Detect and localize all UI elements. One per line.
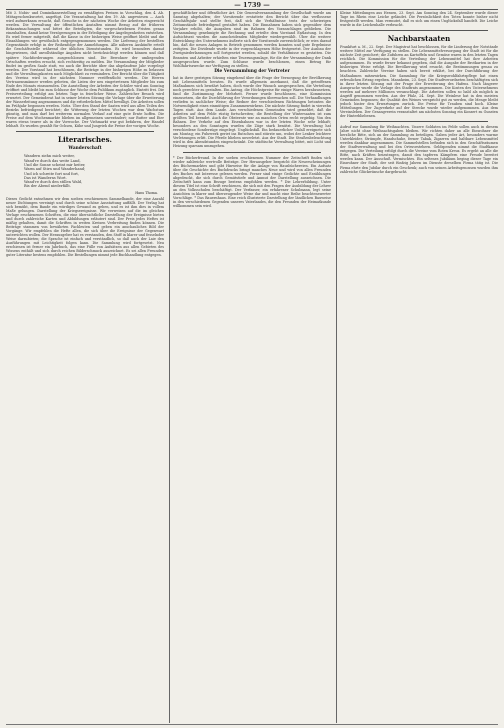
article-text: geschäftlicher und öffentlicher Art. Die Generalversammlung der Gesellschaft wurde am Samstag abgehalten; der Vorsitzende erstattete den Bericht über das verflossene Geschäftsjahr und stellte fest, daß sich die Verhältnisse trotz der schwierigen Zeitumstände befriedigend gestaltet haben. Die Einnahmen haben sich gegenüber dem Vorjahre erhöht, die Ausgaben sind im Rahmen des Voranschlages geblieben. Die Versammlung genehmigte die Rechnung und erteilte dem Vorstand Entlastung. In den Aufsichtsrat wurden die ausscheidenden Mitglieder wiedergewählt. Über die weitere Entwicklung des Unternehmens äußerte sich der Vorsitzende zuversichtlich; er wies darauf hin, daß die neuen Anlagen in Betrieb genommen werden konnten und gute Ergebnisse zeitigten. Die Dividende wurde in der vorgeschlagenen Höhe festgesetzt. Der Ausbau der Zweigniederlassungen soll fortgesetzt werden, sobald die Verhältnisse es gestatten. Die Beamten und Arbeiter erhielten eine Teuerungszulage, für die der Versammlung der Dank ausgesprochen wurde. Zum Schlusse wurde beschlossen, einen Betrag für Wohlfahrtszwecke zur Verfügung zu stellen. — [173, 11, 331, 68]
column-right — [340, 11, 498, 723]
column-left — [6, 11, 164, 723]
article-text: Aufruf zur Sammlung für Weihnachten. Unsere Soldaten im Felde sollen auch in diesem Jahre nicht ohne Weihnachtsgaben bleiben. Wir richten daher an alle Einwohner die herzliche Bitte, sich an der Sammlung zu beteiligen. Gaben jeder Art, besonders warme Unterkleider, Strümpfe, Handschuhe, ferner Tabak, Zigarren und haltbare Lebensmittel werden dankbar angenommen. Die Sammelstellen befinden sich in den Geschäftsräumen der Stadtverwaltung und bei den Ortsvorstehern. Geldspenden nimmt die Stadtkasse entgegen. Die Verteilung erfolgt durch die Vereine vom Roten Kreuz. Es ergeht an alle die Bitte, nach Kräften beizutragen, damit den tapferen Kämpfern eine Freude bereitet werden kann. Der Ausschuß. Vermischtes. Ein seltenes Jubiläum beging dieser Tage ein Einwohner der Stadt, der seit fünfzig Jahren im Dienste derselben Firma tätig ist. Die Firma ehrte den Jubilar durch ein Geschenk; auch von seinen Arbeitsgenossen wurden ihm zahlreiche Glückwünsche dargebracht. — [340, 125, 498, 174]
divider — [350, 30, 488, 31]
column-separator — [169, 11, 170, 723]
header-rule — [6, 9, 498, 10]
article-text: Kleine Mitteilungen aus Hessen, 23. Sept. Am Sonntag den 24. September wurde dieser Tage im Rhein eine Leiche geländet. Die Persönlichkeit des Toten konnte bisher nicht festgestellt werden. Man vermutet, daß es sich um einen Unglücksfall handelt. Die Leiche wurde in die Leichenhalle verbracht. — [340, 11, 498, 28]
article-text: Mit 3. Nobis- und Dominikanerstellung zu ermäßigten Preisen in Vorschlag, den 4. Ab. Mittageschenkwortet, angefügt. Die Veranstaltung hat den 19. Ab. angewiesen — Auch wird aufmerksam ersucht, daß Gesuche in der nächsten Woche der Arbeiten eingereicht werden. Die Verwaltung der öffentlichen Anstalten nimmt Bezug auf die früheren Bekanntmachungen und bittet die Beteiligten, die vorgeschriebenen Fristen genau einzuhalten, damit keine Verzögerungen in der Erledigung der Angelegenheiten entstehen. Es wird ferner mitgeteilt, daß die Kasse in der bisherigen Weise geöffnet bleibt und die Einzahlungen wie gewöhnlich entgegengenommen werden. Die Lieferung der bestellten Gegenstände erfolgt in der Reihenfolge der Anmeldungen. Alle näheren Auskünfte erteilt die Geschäftsstelle während der üblichen Dienststunden. Es wird besonders darauf hingewiesen, daß unvollständige Angaben nicht berücksichtigt werden können und daß spätere Nachforderungen ausgeschlossen sind. Die Bewohner der umliegenden Ortschaften werden ersucht, sich rechtzeitig zu melden. Die Versammlung der Mitglieder findet im großen Saale statt, wo auch die Berichte über das abgelaufene Jahr vorgelegt werden. Der Vorstand hat beschlossen, die Beiträge in der bisherigen Höhe zu belassen und die Verwaltungskosten nach Möglichkeit zu vermindern. Der Bericht über die Tätigkeit des Vereins wird in der nächsten Nummer veröffentlicht werden. Die Herren Vertrauensmänner werden gebeten, die Listen der neu eingetretenen Mitglieder bis zum Ende des Monats einzusenden. Die Ausstellung der Arbeiten der Schüler wird am Sonntag eröffnet und bleibt bis zum Schlusse der Woche dem Publikum zugänglich. Eintritt frei. Die Preisverteilung erfolgt am letzten Tage in feierlicher Weise. Zahlreicher Besuch wird erwartet. Der Gemeinderat hat in seiner letzten Sitzung die Vorlage über die Erweiterung der Wasserleitung angenommen und die erforderlichen Mittel bewilligt. Die Arbeiten sollen im Frühjahr begonnen werden. Notiz. Über den Stand der Saaten wird aus allen Teilen des Bezirks befriedigend berichtet; die Witterung der letzten Wochen war dem Wachstum günstig, und man darf bei weiterem normalen Verlauf auf eine gute Ernte hoffen. Die Preise auf dem Wochenmarkte blieben im allgemeinen unverändert; nur Butter und Eier waren etwas teurer als in der Vorwoche. Der Viehmarkt war gut befahren, der Handel lebhaft. Es wurden gezahlt für Ochsen, Kühe und Jungvieh die Preise der vorigen Woche. — [6, 11, 164, 129]
section-heading-neighbors: Nachbarstaaten — [387, 34, 451, 44]
divider — [183, 152, 321, 153]
footer-rule — [6, 724, 498, 725]
divider — [16, 131, 154, 132]
page-number: — 1739 — — [234, 1, 270, 9]
article-text: * Der Bücherfreund. In der soeben erschienenen Nummer der Zeitschrift finden sich wieder zahlreiche wertvolle Beiträge. Der Herausgeber bespricht die Neuerscheinungen des Büchermarktes und gibt Hinweise für die Anlage von Hausbüchereien. Ein Aufsatz über die Geschichte des Buchdrucks bringt manches Neue und wird von allen Freunden des Buches mit Interesse gelesen werden. Ferner sind einige Gedichte und Erzählungen abgedruckt, die sich durch Gemütstiefe und Anmut der Darstellung auszeichnen. Die Zeitschrift kann zum Bezuge bestens empfohlen werden. * Die Lehrerbildung. Unter diesem Titel ist eine Schrift erschienen, die sich mit den Fragen der Ausbildung der Lehrer an den Volksschulen beschäftigt. Der Verfasser, ein erfahrener Schulmann, legt seine Ansichten in klarer und überzeugender Weise dar und macht eine Reihe beachtenswerter Vorschläge. * Das Bauernhaus. Eine reich illustrierte Darstellung der ländlichen Bauweise in den verschiedenen Gegenden unseres Vaterlandes, die den Freunden der Heimatkunde willkommen sein wird. — [173, 155, 331, 209]
column-separator — [336, 11, 337, 723]
article-text: Dieses Gedicht entnehmen wir dem soeben erschienenen Sammelbande, der eine Anzahl neuer Dichtungen vereinigt und durch seine schöne Ausstattung auffällt. Der Verlag hat sich bemüht, dem Bande ein würdiges Gewand zu geben, und es ist ihm dies in vollem Maße gelungen. Darstellung der Kriegsereignisse. Wir verweisen auf die im gleichen Verlage erschienenen Schriften, die eine übersichtliche Darstellung der Ereignisse bieten und durch zahlreiche Karten und Abbildungen erläutert sind. Der Preis jedes Heftes ist mäßig gehalten, damit die Schriften in weiten Kreisen Verbreitung finden können. Die Beiträge stammen von bewährten Fachleuten und geben ein anschauliches Bild der Vorgänge. Wir empfehlen die Hefte allen, die sich über die Ereignisse der Gegenwart unterrichten wollen. Der Herausgeber hat es verstanden, den Stoff in klarer und fesselnder Weise darzubieten; die Sprache ist einfach und verständlich, so daß auch der Laie den Ausführungen mit Leichtigkeit folgen kann. Die Sammlung wird fortgesetzt. Neu erschienen ist ferner ein Jahrbuch, das eine Fülle von Aufsätzen aus allen Gebieten des Wissens enthält und sich durch reichen Bilderschmuck auszeichnet. Es sei allen Freunden guter Literatur bestens empfohlen. Die Bestellungen nimmt jede Buchhandlung entgegen. — [6, 196, 164, 258]
poem-title: Wanderschaft — [68, 146, 102, 152]
article-heading: Die Versammlung der Vertreter — [214, 68, 290, 74]
poem-text: Wandern ziehn mich weiter, Wand're durch das weite Land, Und die Sonne scheint mir heiter, Warm auf Stirn und Wanderhand; Und ich schreite fort und fort, Das ist Wanderns Wort. Wand're durch den stillen Wald, Bis der Abend niederfällt. — [24, 154, 86, 189]
article-text: Frankfurt a. M., 22. Sept. Der Magistrat hat beschlossen, für die Linderung der Notstände weitere Mittel zur Verfügung zu stellen. Die Lebensmittelversorgung der Stadt ist für die nächste Zeit gesichert; die Zufuhren an Kartoffeln und Gemüse waren in den letzten Tagen reichlich. Die Kommission für die Verteilung der Lebensmittel hat ihre Arbeiten aufgenommen. Es wurde ferner bekannt gegeben, daß die Ausgabe der Brotkarten in der bisherigen Weise erfolgt. Die Bevölkerung wird ersucht, die Bestimmungen genau zu beachten. Zahlreiche Vereine haben sich bereit erklärt, bei der Durchführung der Maßnahmen mitzuwirken. Die Sammlung für die Kriegswohlfahrtspflege hat einen erfreulichen Ertrag ergeben. Mannheim, 23. Sept. Die Stadtverordneten beschäftigten sich in ihrer letzten Sitzung mit der Frage der Erweiterung des Hafens. Nach längerer Aussprache wurde die Vorlage des Stadtrats angenommen. Die Kosten des Unternehmens werden auf mehrere Millionen veranschlagt. Die Arbeiten sollen so bald als möglich in Angriff genommen werden. Aus der Pfalz, 24. Sept. Die Weinlese hat in den meisten Gemeinden begonnen; die Qualität des Weines verspricht gut zu werden, die Menge bleibt jedoch hinter den Erwartungen zurück. Die Preise für Trauben sind hoch. Kleine Mitteilungen. Der Zugverkehr auf der Strecke wurde wieder aufgenommen. Aus dem Vereinsleben. Der Gesangverein veranstaltet am nächsten Sonntag ein Konzert zu Gunsten der Hinterbliebenen. — [340, 45, 498, 118]
divider — [350, 121, 488, 122]
column-middle — [173, 11, 331, 723]
article-text: hat in ihrer gestrigen Sitzung eingehend über die Frage der Versorgung der Bevölkerung mit Lebensmitteln beraten. Es wurde allgemein anerkannt, daß die getroffenen Maßnahmen sich bewährt haben, doch wurde der Wunsch ausgesprochen, die Verteilung noch gerechter zu gestalten. Ein Antrag, die Höchstpreise für einige Waren herabzusetzen, fand die Zustimmung der Mehrheit. Ferner wurde beschlossen, eine Kommission einzusetzen, die die Durchführung der Verordnungen überwachen soll. Die Verhandlungen verliefen in sachlicher Weise; die Redner der verschiedenen Richtungen betonten die Notwendigkeit eines einmütigen Zusammenwirkens. Die nächste Sitzung findet in vierzehn Tagen statt. Aus dem Lande. Aus verschiedenen Gemeinden wird gemeldet, daß die Arbeiten auf dem Felde rüstig fortschreiten; die Bestellung der Wintersaaten ist zum größten Teil beendet. Auch die Obsternte war an manchen Orten recht ergiebig. Von den Bahnen. Der Verkehr auf den Eisenbahnen war in der letzten Woche sehr lebhaft; besonders an den Sonntagen wurden die Züge stark benützt. Die Verwaltung hat verschiedene Sonderzüge eingelegt. Unglücksfall. Ein bedauerlicher Unfall ereignete sich am Montag; ein Fuhrwerk geriet ins Rutschen und stürzte um, wobei der Lenker leichtere Verletzungen erlitt. Die Pferde blieben unverletzt. Aus der Stadt. Die Straßenbeleuchtung wird in den Abendstunden eingeschränkt. Die städtische Verwaltung bittet, mit Licht und Heizung sparsam umzugehen. — [173, 75, 331, 149]
section-heading-literature: Literarisches. — [58, 135, 112, 145]
poem-author: Hans Thoma. — [135, 190, 158, 195]
